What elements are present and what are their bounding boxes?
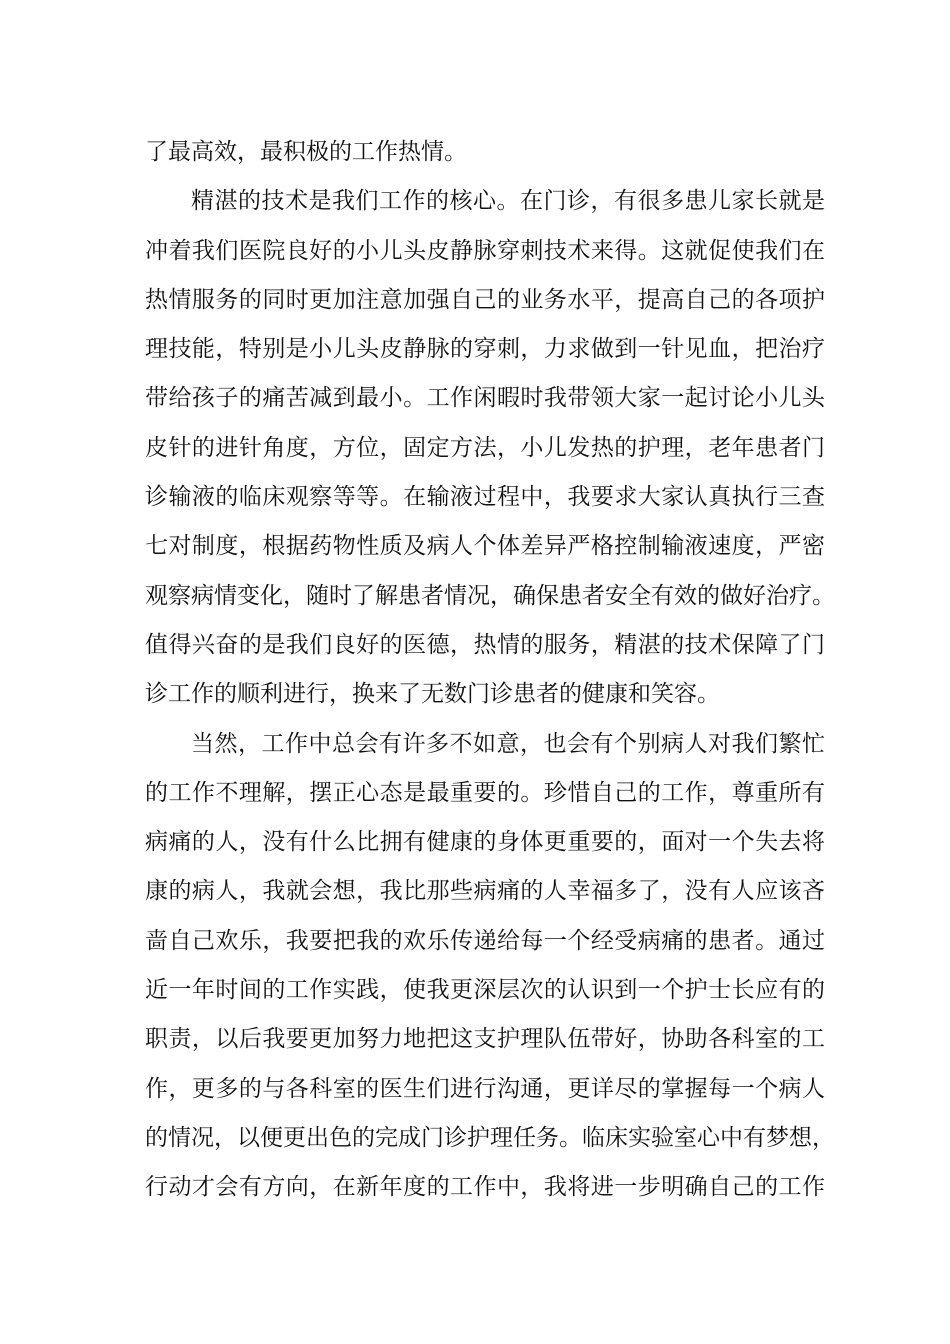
text-line: 带给孩子的痛苦减到最小。工作闲暇时我带领大家一起讨论小儿头	[145, 385, 825, 412]
text-line: 热情服务的同时更加注意加强自己的业务水平，提高自己的各项护	[145, 286, 825, 313]
text-line: 的工作不理解，摆正心态是最重要的。珍惜自己的工作，尊重所有	[145, 779, 825, 806]
text-line: 了最高效，最积极的工作热情。	[145, 139, 467, 165]
paragraph-first-line: 当然，工作中总会有许多不如意，也会有个别病人对我们繁忙	[191, 730, 825, 757]
text-line: 值得兴奋的是我们良好的医德，热情的服务，精湛的技术保障了门	[145, 631, 825, 658]
text-line: 的情况，以便更出色的完成门诊护理任务。临床实验室心中有梦想，	[145, 1124, 835, 1151]
text-line: 七对制度，根据药物性质及病人个体差异严格控制输液速度，严密	[145, 533, 825, 560]
text-line: 诊输液的临床观察等等。在输液过程中，我要求大家认真执行三查	[145, 484, 825, 511]
text-line: 啬自己欢乐，我要把我的欢乐传递给每一个经受病痛的患者。通过	[145, 927, 825, 954]
text-line: 皮针的进针角度，方位，固定方法，小儿发热的护理，老年患者门	[145, 434, 825, 461]
body-text	[145, 128, 835, 1213]
text-line: 病痛的人，没有什么比拥有健康的身体更重要的，面对一个失去将	[145, 829, 825, 856]
text-line: 冲着我们医院良好的小儿头皮静脉穿刺技术来得。这就促使我们在	[145, 237, 825, 264]
text-line: 诊工作的顺利进行，换来了无数门诊患者的健康和笑容。	[145, 681, 720, 708]
text-line: 理技能，特别是小儿头皮静脉的穿刺，力求做到一针见血，把治疗	[145, 336, 825, 363]
text-line: 观察病情变化，随时了解患者情况，确保患者安全有效的做好治疗。	[145, 582, 835, 609]
paragraph-first-line: 精湛的技术是我们工作的核心。在门诊，有很多患儿家长就是	[191, 188, 825, 215]
text-line: 近一年时间的工作实践，使我更深层次的认识到一个护士长应有的	[145, 977, 825, 1004]
text-line: 康的病人，我就会想，我比那些病痛的人幸福多了，没有人应该吝	[145, 878, 825, 905]
text-line: 行动才会有方向，在新年度的工作中，我将进一步明确自己的工作	[145, 1174, 825, 1201]
text-line: 作，更多的与各科室的医生们进行沟通，更详尽的掌握每一个病人	[145, 1075, 825, 1102]
text-line: 职责，以后我要更加努力地把这支护理队伍带好，协助各科室的工	[145, 1026, 825, 1053]
